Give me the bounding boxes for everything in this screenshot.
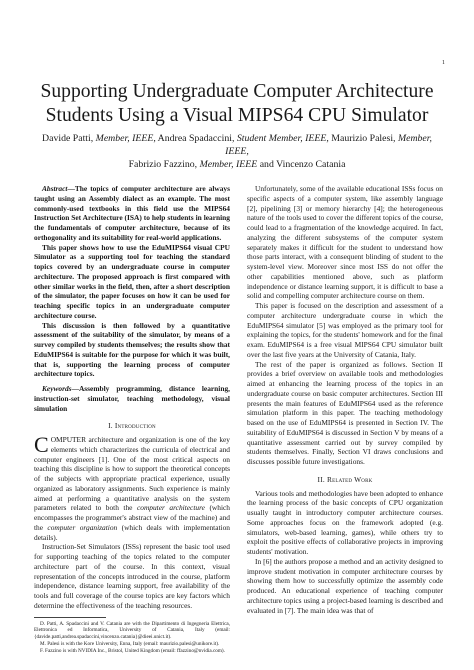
author-name: Davide Patti, <box>42 133 96 144</box>
author-role: Member, IEEE <box>225 133 432 157</box>
keywords-label: Keywords <box>42 384 72 393</box>
body-paragraph: Various tools and methodologies have been adopted to enhance the learning process of the basic concepts of CPU organization usually taught in introductory computer architecture courses. Some approaches focus on the framework adopted (e.g. simulators, web-based learning, games), while others try to exploit the positive effects of collaborative projects in improving students' motivation. <box>247 488 443 556</box>
author-name: Fabrizio Fazzino, <box>128 159 200 170</box>
page-number: 1 <box>442 60 445 66</box>
authors-line-1 <box>40 132 434 158</box>
author-role: Member, IEEE <box>199 159 258 170</box>
body-paragraph: In [6] the authors propose a method and an activity designed to improve student motivation in computer architecture courses by showing them how to successfully optimize the assembly code produced. An educational experience of teaching computer architecture topics using a project-based learning is described and evaluated in [7]. The main idea was that of <box>247 556 443 615</box>
author-name: , Maurizio Palesi, <box>326 133 398 144</box>
authors-line-2 <box>40 158 434 171</box>
keywords-paragraph <box>34 384 230 413</box>
author-role: Student Member, IEEE <box>236 133 327 144</box>
left-column <box>34 184 230 654</box>
intro-text: OMPUTER architecture and organization is one of the key elements which characterizes the curricula of electrical and computer engineers [1]. One of the most critical aspects on teaching this discipline is how to support the theoretical concepts of the subjects with appropriate practical experience, usually organized as laboratory assignments. Such experience is mainly aimed at performing a quantitative analysis on the system parameters related to both the <box>34 435 230 513</box>
author-block <box>40 132 434 171</box>
author-separator: , <box>246 146 249 157</box>
section-title: Introduction <box>114 421 156 431</box>
footnote: M. Palesi is with the Kore University, Enna, Italy (email: maurizio.palesi@unikore.it). <box>40 640 220 647</box>
abstract-paragraph: This paper shows how to use the EduMIPS64 visual CPU Simulator as a supporting tool for teaching the standard topics covered by an undergraduate course in computer architecture. The proposed approach is first compared with other similar works in the field, then, after a short description of the simulator, the paper focuses on how it can be used for teaching specific topics in an undergraduate computer architecture course. <box>34 242 230 320</box>
intro-text: (which encompasses the programmer's abstract view of the machine) and the <box>34 503 230 532</box>
author-name: , Andrea Spadaccini, <box>153 133 237 144</box>
body-paragraph: Unfortunately, some of the available educational ISSs focus on specific aspects of a computer system, like assembly language [2], pipelining [3] or memory hierarchy [4]; the heterogeneous nature of the tools used to cover the different topics of the course, could lead to a fragmentation of the knowledge acquired. In fact, analyzing the different subsystems of the computer system separately makes it difficult for the student to understand how those parts interact, with a consequent blinding of student to the system-level view. Moreover since most ISS do not offer the other capabilities mentioned above, such as platform independence or distance learning support, it is difficult to base a solid and compelling computer architecture course on them. <box>247 184 443 301</box>
drop-cap: C <box>34 432 49 457</box>
body-paragraph: This paper is focused on the description and assessment of a computer architecture undergraduate course in which the EduMIPS64 simulator [5] was employed as the primary tool for explaining the topics, for the students' homework and for the final exam. EduMIPS64 is a free visual MIPS64 CPU simulator built over the last five years at the University of Catania, Italy. <box>247 301 443 359</box>
emphasis: computer architecture <box>136 503 205 513</box>
author-role: Member, IEEE <box>95 133 154 144</box>
emphasis: computer organization <box>47 522 118 532</box>
author-name: and Vincenzo Catania <box>257 159 346 170</box>
abstract-paragraph <box>34 184 230 243</box>
section-number: I. <box>108 421 115 431</box>
footnote-rule <box>34 617 106 618</box>
section-heading-related-work <box>247 475 443 485</box>
abstract-label: Abstract <box>42 184 68 193</box>
paper-title: Supporting Undergraduate Computer Architecture Students Using a Visual MIPS64 CPU Simulator <box>40 81 434 126</box>
section-heading-introduction <box>34 421 230 431</box>
abstract-text: —The topics of computer architecture are always taught using an Assembly dialect as an example. The most commonly-used textbooks in this field use the MIPS64 Instruction Set Architecture (ISA) to help students in learning the fundamentals of computer architecture, because of its orthogonality and its suitability for real-world applications. <box>34 184 230 242</box>
intro-paragraph: Instruction-Set Simulators (ISSs) represent the basic tool used for supporting teaching of the topics related to the computer architecture part of the course. In this context, visual representation of the concepts introduced in the course, platform independence, distance learning support, free availability of the tools and full coverage of the course topics are key factors which determine the effectiveness of the teaching resources. <box>34 542 230 610</box>
section-title: Related Work <box>326 474 373 484</box>
intro-paragraph <box>34 432 230 542</box>
footnote: D. Patti, A. Spadaccini and V. Catania are with the Dipartimento di Ingegneria Elettrica, Elettronica ed Informatica, University of Catania, Italy (email: {davide.patti,andrea.spadaccini,vincenzo.catania}@dieei.unict.it). <box>34 620 230 641</box>
footnote: F. Fazzino is with NVIDIA Inc., Bristol, United Kingdom (email: ffazzino@nvidia.com). <box>40 647 225 654</box>
intro-text: (which deals with implementation details). <box>34 522 230 542</box>
footnotes <box>34 621 230 655</box>
right-column <box>247 184 443 615</box>
section-number: II. <box>317 474 327 484</box>
body-paragraph: The rest of the paper is organized as follows. Section II provides a brief overview on available tools and methodologies aimed at enhancing the learning process of the topics in an undergraduate course on basic computer architectures. Section III presents the main features of EduMIPS64 used as the reference simulation platform in this paper. The teaching methodology based on the use of EduMIPS64 is presented in Section IV. The suitability of EduMIPS64 is discussed in Section V by means of a quantitative assessment carried out by survey compiled by students themselves. Finally, Section VI draws conclusions and discusses possible future investigations. <box>247 359 443 466</box>
abstract-paragraph: This discussion is then followed by a quantitative assessment of the suitability of the simulator, by means of a survey compiled by students themselves; the results show that EduMIPS64 is suitable for the purpose for which it was built, that is, supporting the learning process of computer architecture topics. <box>34 320 230 379</box>
keywords-text: —Assembly programming, distance learning, instruction-set simulator, teaching methodology, visual simulation <box>34 384 230 413</box>
